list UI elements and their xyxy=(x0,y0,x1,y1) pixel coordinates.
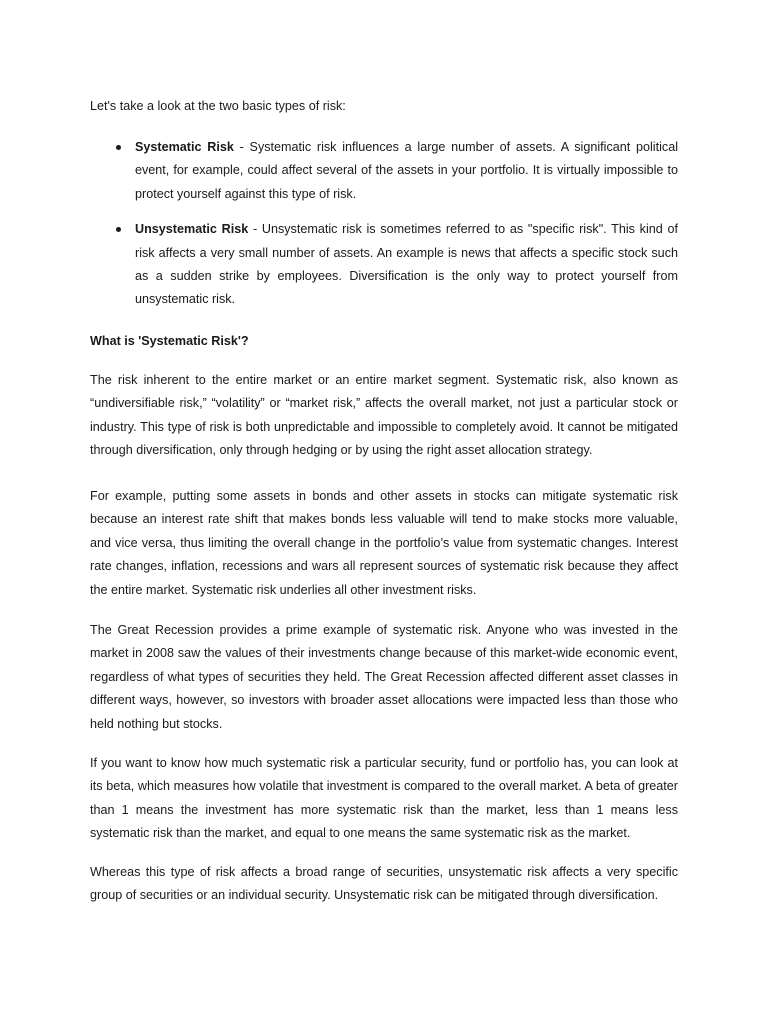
bullet-term: Unsystematic Risk xyxy=(135,222,249,237)
paragraph: If you want to know how much systematic risk a particular security, fund or portfolio has, you can look at its beta, which measures how volatile that investment is compared to the overall market. A beta of greater than 1 means the investment has more systematic risk than the market, less than 1 means less systematic risk than the market, and equal to one means the same systematic risk as the market. xyxy=(90,756,678,841)
list-item-unsystematic-risk xyxy=(90,218,678,312)
bullet-icon xyxy=(116,145,121,150)
paragraph: For example, putting some assets in bonds and other assets in stocks can mitigate systematic risk because an interest rate shift that makes bonds less valuable will tend to make stocks more valuable, and vice versa, thus limiting the overall change in the portfolio’s value from systematic changes. Interest rate changes, inflation, recessions and wars all represent sources of systematic risk because they affect the entire market. Systematic risk underlies all other investment risks. xyxy=(90,489,678,597)
paragraph: Whereas this type of risk affects a broad range of securities, unsystematic risk affects a very specific group of securities or an individual security. Unsystematic risk can be mitigated through diversification. xyxy=(90,865,678,903)
section-heading: What is 'Systematic Risk'? xyxy=(90,334,249,348)
bullet-text: - Unsystematic risk is sometimes referred to as "specific risk". This kind of risk affects a very small number of assets. An example is news that affects a specific stock such as a sudden strike by employees. Diversification is the only way to protect yourself from unsystematic risk. xyxy=(135,222,678,307)
bullet-term: Systematic Risk xyxy=(135,140,234,154)
risk-types-list xyxy=(90,136,678,312)
paragraph: The Great Recession provides a prime example of systematic risk. Anyone who was invested in the market in 2008 saw the values of their investments change because of this market-wide economic event, regardless of what types of securities they held. The Great Recession affected different asset classes in different ways, however, so investors with broader asset allocations were impacted less than those who held nothing but stocks. xyxy=(90,623,678,731)
paragraph: The risk inherent to the entire market or an entire market segment. Systematic risk, also known as “undiversifiable risk,” “volatility” or “market risk,” affects the overall market, not just a particular stock or industry. This type of risk is both unpredictable and impossible to completely avoid. It cannot be mitigated through diversification, only through hedging or by using the right asset allocation strategy. xyxy=(90,373,678,458)
bullet-text: - Systematic risk influences a large number of assets. A significant political event, for example, could affect several of the assets in your portfolio. It is virtually impossible to protect yourself against this type of risk. xyxy=(135,140,678,201)
bullet-icon xyxy=(116,227,121,232)
intro-text: Let's take a look at the two basic types of risk: xyxy=(90,99,346,113)
list-item-systematic-risk xyxy=(90,136,678,206)
